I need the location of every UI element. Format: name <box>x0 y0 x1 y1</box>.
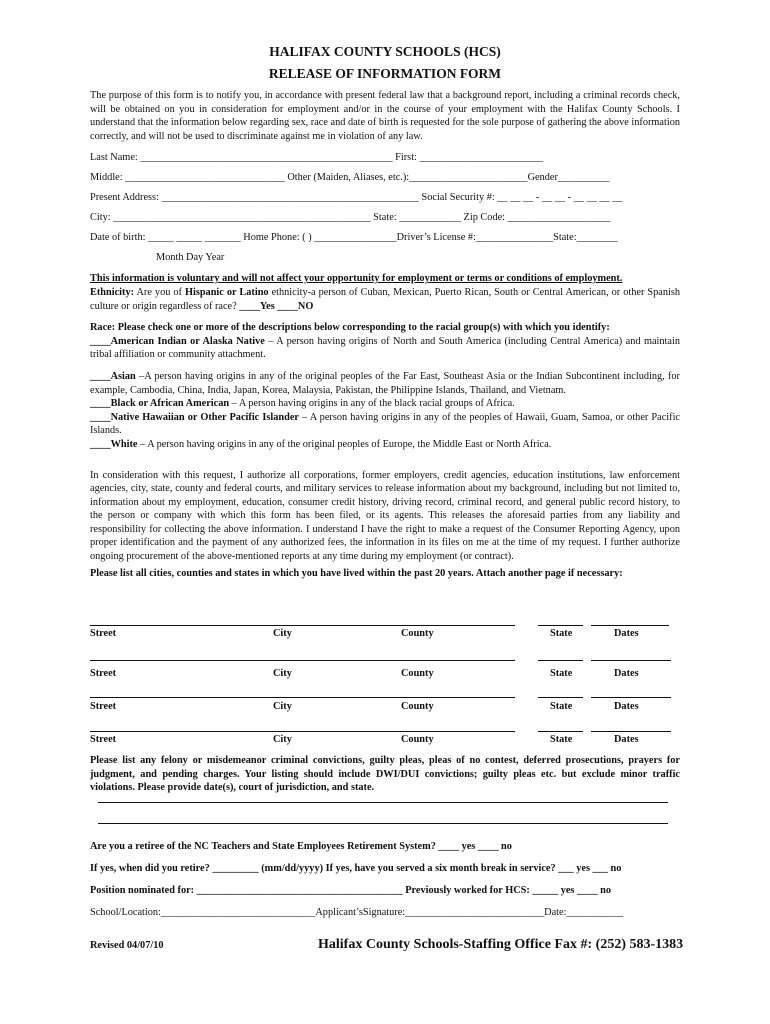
release-form <box>90 44 680 580</box>
residence-header: Please list all cities, counties and states in which you have lived within the past 20 years. Attach another page if necessary: <box>90 567 623 579</box>
state-line[interactable] <box>538 660 583 661</box>
street-label: Street <box>90 701 117 712</box>
street-label: Street <box>90 628 117 639</box>
intro-paragraph: The purpose of this form is to notify you, in accordance with present federal law that a background report, including a criminal records check, will be obtained on you in consideration for employment and/or in the course of your employment with the Halifax County Schools. I understand that the information below regarding sex, race and date of birth is requested for the sole purpose of gathering the above information correctly, and will not be used to discriminate against me in violation of any law. <box>90 90 680 142</box>
city-label: City <box>273 628 292 639</box>
ethnicity-hispanic: Hispanic or Latino <box>184 286 269 298</box>
race-option-asian[interactable]: ____Asian –A person having origins in any of the original peoples of the Far East, Southeast Asia or the Indian Subcontinent including, for example, Cambodia, China, India, Japan, Korea, Malaysia, Pakistan, the Philippine Islands, Thailand, and Vietnam. <box>90 370 680 396</box>
dates-line[interactable] <box>591 660 671 661</box>
consent-paragraph: In consideration with this request, I authorize all corporations, former employers, credit agencies, education institutions, law enforcement agencies, city, state, county and federal courts, and military services to release information about my background, including but not limited to, information about my employment, education, consumer credit history, driving record, criminal record, and general public record history, to the person or company with which this form has been filed, or its agents. This releases the aforesaid parties from any liability and responsibility for collecting the above information. I understand I have the right to make a request of the Consumer Reporting Agency, upon proper identification and the payment of any authorized fees, the information in its files on me at the time of my request. I further authorize ongoing procurement of the above-mentioned reports at any time during my employment (or contract). <box>90 469 680 563</box>
state-line[interactable] <box>538 731 583 732</box>
felony-answer-line[interactable] <box>98 802 668 803</box>
form-title-district: HALIFAX COUNTY SCHOOLS (HCS) <box>269 44 501 59</box>
street-label: Street <box>90 668 117 679</box>
retire-date-question[interactable]: If yes, when did you retire? _________ (mm/dd/yyyy) If yes, have you served a six month break in service? ___ yes ___ no <box>90 863 622 874</box>
felony-section <box>90 754 680 795</box>
state-line[interactable] <box>538 625 583 626</box>
felony-answer-line[interactable] <box>98 823 668 824</box>
middle-name-field[interactable]: Middle: _______________________________ Other (Maiden, Aliases, etc.):_______________________Gender__________ <box>90 172 610 184</box>
position-field[interactable]: Position nominated for: ________________________________________ Previously worked for HCS: _____ yes ____ no <box>90 885 612 896</box>
city-label: City <box>273 701 292 712</box>
fax-number: Halifax County Schools-Staffing Office Fax #: (252) 583-1383 <box>318 937 684 952</box>
state-label: State <box>550 734 573 745</box>
form-title: RELEASE OF INFORMATION FORM <box>268 66 502 81</box>
voluntary-notice: This information is voluntary and will not affect your opportunity for employment or terms or conditions of employment. <box>90 273 623 285</box>
race-option-american-indian[interactable]: ____American Indian or Alaska Native – A person having origins of North and South America (including Central America) and maintain tribal affiliation or community attachment. <box>90 335 680 361</box>
address-line[interactable] <box>90 625 515 626</box>
race-header: Race: Please check one or more of the descriptions below corresponding to the racial group(s) with which you identify: <box>90 322 610 334</box>
present-address-field[interactable]: Present Address: __________________________________________________ Social Security #: __ __ __ - __ __ - __ __ __ __ <box>90 192 623 204</box>
address-line[interactable] <box>90 660 515 661</box>
address-line[interactable] <box>90 697 515 698</box>
state-line[interactable] <box>538 697 583 698</box>
city-label: City <box>273 668 292 679</box>
county-label: County <box>401 701 434 712</box>
ethnicity-no-option[interactable]: ____NO <box>274 300 314 312</box>
school-signature-date-field[interactable]: School/Location:______________________________Applicant’sSignature:___________________________Date:___________ <box>90 907 624 918</box>
ethnicity-label: Ethnicity: <box>90 286 135 298</box>
race-option-white[interactable]: ____White – A person having origins in any of the original peoples of Europe, the Middle East or North Africa. <box>90 438 552 450</box>
revised-date: Revised 04/07/10 <box>90 940 164 951</box>
felony-instructions: Please list any felony or misdemeanor criminal convictions, guilty pleas, pleas of no contest, deferred prosecutions, prayers for judgment, and pending charges. Your listing should include DWI/DUI convictions; guilty pleas etc. but exclude minor traffic violations. Please provide date(s), court of jurisdiction, and state. <box>90 755 680 794</box>
county-label: County <box>401 628 434 639</box>
dates-label: Dates <box>614 734 639 745</box>
state-label: State <box>550 628 573 639</box>
ethnicity-question <box>90 286 680 313</box>
county-label: County <box>401 734 434 745</box>
city-label: City <box>273 734 292 745</box>
last-name-field[interactable]: Last Name: _________________________________________________ First: ________________________ <box>90 152 544 164</box>
dob-phone-license-field[interactable]: Date of birth: _____ _____ _______ Home Phone: ( ) ________________Driver’s License #:_______________State:________ <box>90 232 618 244</box>
dates-line[interactable] <box>591 697 671 698</box>
retirement-section <box>90 840 690 919</box>
state-label: State <box>550 701 573 712</box>
state-label: State <box>550 668 573 679</box>
ethnicity-text: Are you of <box>134 286 185 298</box>
ethnicity-yes-option[interactable]: ____Yes <box>239 300 275 312</box>
dates-label: Dates <box>614 701 639 712</box>
dob-sub-labels: Month Day Year <box>156 252 225 264</box>
dates-label: Dates <box>614 628 639 639</box>
dates-line[interactable] <box>591 731 671 732</box>
race-option-black[interactable]: ____Black or African American – A person having origins in any of the black racial groups of Africa. <box>90 398 515 410</box>
race-option-native-hawaiian[interactable]: ____Native Hawaiian or Other Pacific Islander – A person having origins in any of the peoples of Hawaii, Guam, Samoa, or other Pacific Islands. <box>90 411 680 437</box>
city-state-zip-field[interactable]: City: __________________________________________________ State: ____________ Zip Code: ____________________ <box>90 212 611 224</box>
retiree-question[interactable]: Are you a retiree of the NC Teachers and State Employees Retirement System? ____ yes ____ no <box>90 841 512 852</box>
ethnicity-text-2: ethnicity-a person of Cuban, Mexican, Puerto Rican, South or Central American, or other Spanish culture or origin regardless of race? <box>90 286 680 312</box>
address-line[interactable] <box>90 731 515 732</box>
street-label: Street <box>90 734 117 745</box>
dates-line[interactable] <box>591 625 669 626</box>
dates-label: Dates <box>614 668 639 679</box>
county-label: County <box>401 668 434 679</box>
